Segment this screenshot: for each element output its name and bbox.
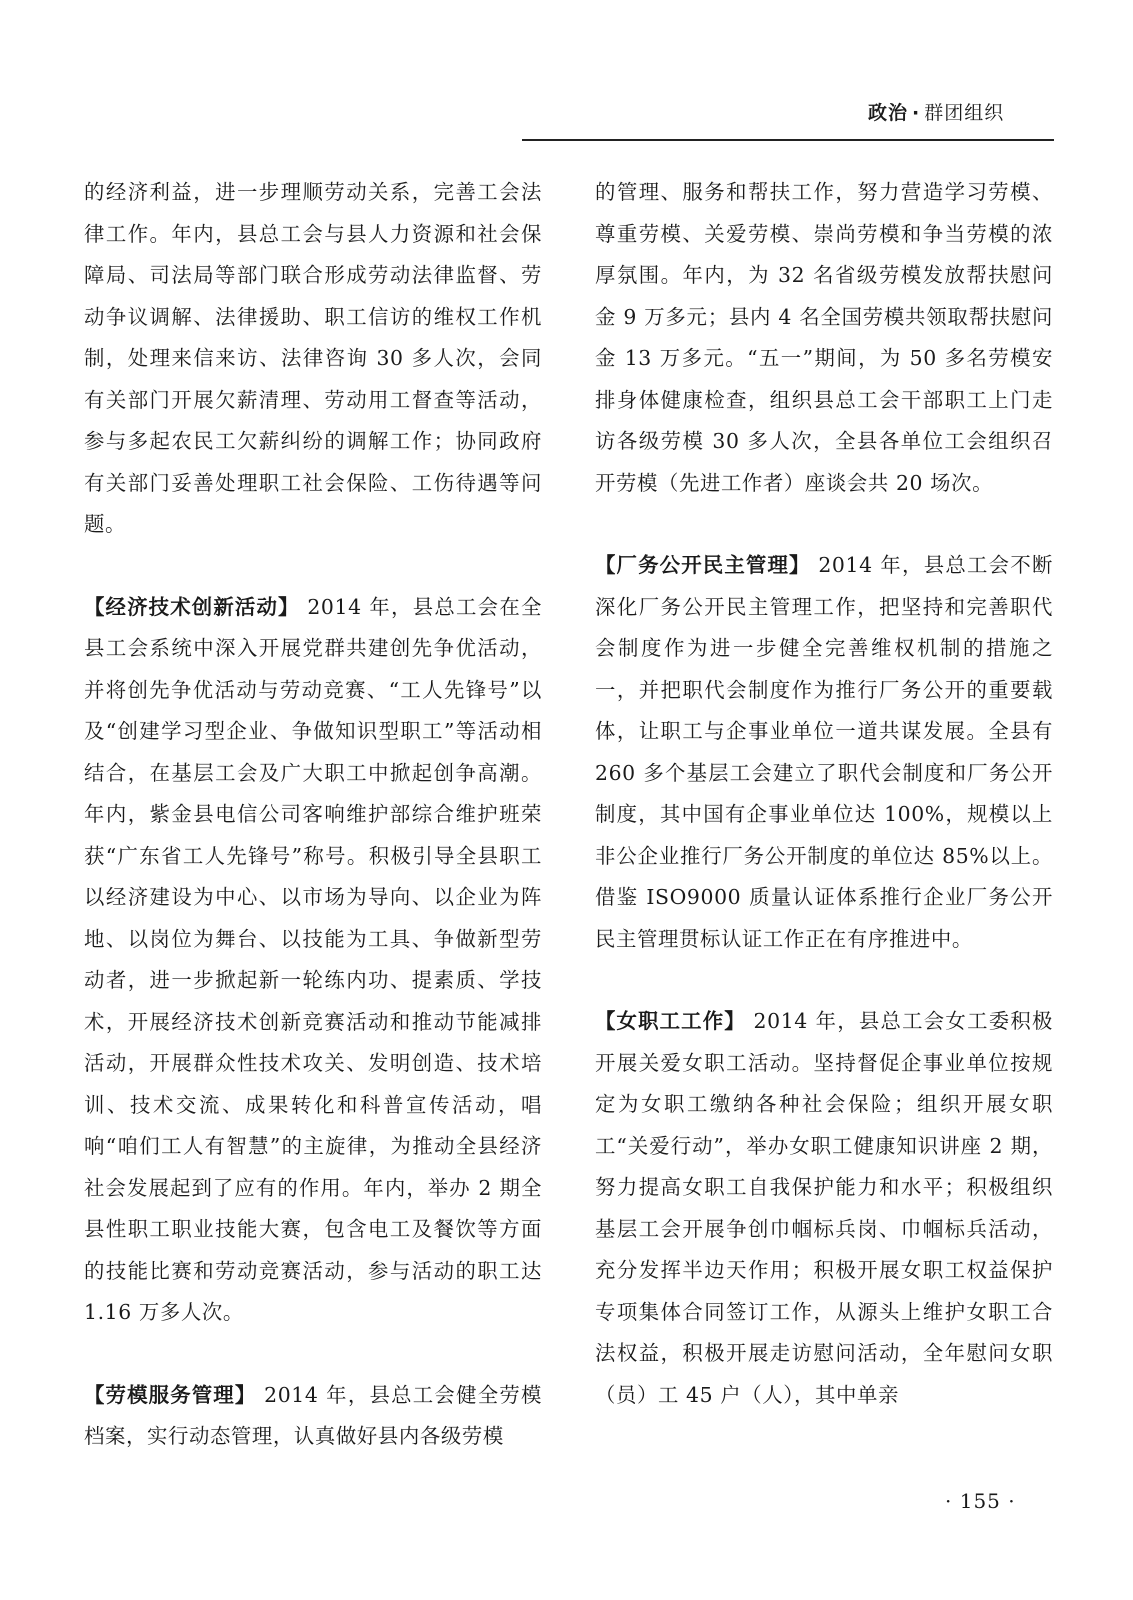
section-title-model-worker-service: 【劳模服务管理】 <box>84 1382 257 1407</box>
header-rule <box>522 139 1054 141</box>
paragraph-gap <box>84 546 542 587</box>
paragraph-gap <box>595 504 1053 545</box>
right-column <box>595 172 1053 1416</box>
section-female-workers <box>595 1001 1053 1416</box>
section-body-economic-innovation: 2014 年，县总工会在全县工会系统中深入开展党群共建创先争优活动，并将创先争优活动与劳动竞赛、“工人先锋号”以及“创建学习型企业、争做知识型职工”等活动相结合，在基层工会及广大职工中掀起创争高潮。年内，紫金县电信公司客响维护部综合维护班荣获“广东省工人先锋号”称号。积极引导全县职工以经济建设为中心、以市场为导向、以企业为阵地、以岗位为舞台、以技能为工具、争做新型劳动者，进一步掀起新一轮练内功、提素质、学技术，开展经济技术创新竞赛活动和推动节能减排活动，开展群众性技术攻关、发明创造、技术培训、技术交流、成果转化和科普宣传活动，唱响“咱们工人有智慧”的主旋律，为推动全县经济社会发展起到了应有的作用。年内，举办 2 期全县性职工职业技能大赛，包含电工及餐饮等方面的技能比赛和劳动竞赛活动，参与活动的职工达 1.16 万多人次。 <box>84 594 542 1324</box>
section-body-model-worker-service: 2014 年，县总工会健全劳模档案，实行动态管理，认真做好县内各级劳模 <box>84 1382 542 1448</box>
section-body-factory-affairs: 2014 年，县总工会不断深化厂务公开民主管理工作，把坚持和完善职代会制度作为进一步健全完善维权机制的措施之一，并把职代会制度作为推行厂务公开的重要载体，让职工与企事业单位一道共谋发展。全县有 260 多个基层工会建立了职代会制度和厂务公开制度，其中国有企事业单位达 100%，规模以上非公企业推行厂务公开制度的单位达 85%以上。借鉴 ISO9000 质量认证体系推行企业厂务公开民主管理贯标认证工作正在有序推进中。 <box>595 553 1053 951</box>
section-model-worker-service <box>84 1375 542 1458</box>
section-title-female-workers: 【女职工工作】 <box>595 1009 746 1033</box>
paragraph-gap <box>84 1334 542 1375</box>
section-title-factory-affairs: 【厂务公开民主管理】 <box>595 553 811 577</box>
left-paragraph-continued: 的经济利益，进一步理顺劳动关系，完善工会法律工作。年内，县总工会与县人力资源和社会保障局、司法局等部门联合形成劳动法律监督、劳动争议调解、法律援助、职工信访的维权工作机制，处理来信来访、法律咨询 30 多人次，会同有关部门开展欠薪清理、劳动用工督查等活动，参与多起农民工欠薪纠纷的调解工作；协同政府有关部门妥善处理职工社会保险、工伤待遇等问题。 <box>84 180 542 536</box>
running-header <box>868 98 1004 125</box>
paragraph-gap <box>595 960 1053 1001</box>
section-body-female-workers: 2014 年，县总工会女工委积极开展关爱女职工活动。坚持督促企事业单位按规定为女职工缴纳各种社会保险；组织开展女职工“关爱行动”，举办女职工健康知识讲座 2 期，努力提高女职工自我保护能力和水平；积极组织基层工会开展争创巾帼标兵岗、巾帼标兵活动，充分发挥半边天作用；积极开展女职工权益保护专项集体合同签订工作，从源头上维护女职工合法权益，积极开展走访慰问活动，全年慰问女职（员）工 45 户（人），其中单亲 <box>595 1009 1053 1407</box>
header-subsection: 群团组织 <box>924 102 1005 124</box>
section-factory-affairs <box>595 545 1053 960</box>
right-paragraph-continued: 的管理、服务和帮扶工作，努力营造学习劳模、尊重劳模、关爱劳模、崇尚劳模和争当劳模的浓厚氛围。年内，为 32 名省级劳模发放帮扶慰问金 9 万多元；县内 4 名全国劳模共领取帮扶慰问金 13 万多元。“五一”期间，为 50 多名劳模安排身体健康检查，组织县总工会干部职工上门走访各级劳模 30 多人次，全县各单位工会组织召开劳模（先进工作者）座谈会共 20 场次。 <box>595 180 1053 495</box>
header-separator: · <box>912 102 921 124</box>
left-column <box>84 172 542 1458</box>
page-number: · 155 · <box>945 1489 1016 1513</box>
section-economic-innovation <box>84 587 542 1334</box>
header-section: 政治 <box>868 102 909 124</box>
section-title-economic-innovation: 【经济技术创新活动】 <box>84 594 300 619</box>
